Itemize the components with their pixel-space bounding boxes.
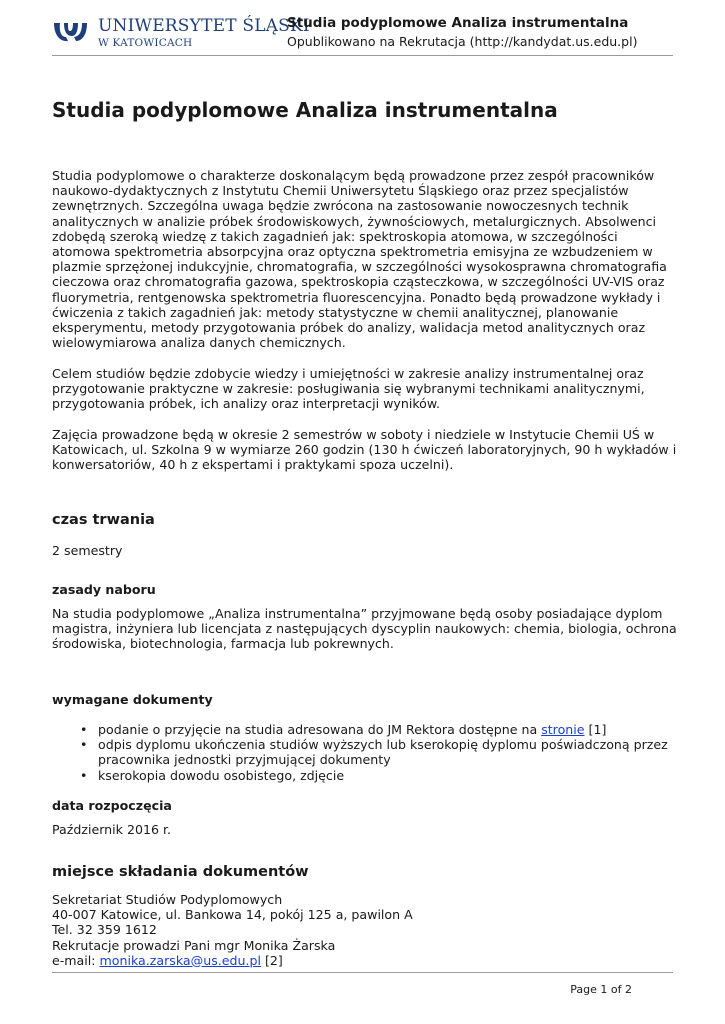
- university-logo: [52, 16, 310, 52]
- start-date-value: Październik 2016 r.: [52, 822, 172, 837]
- schedule-paragraph: Zajęcia prowadzone będą w okresie 2 semestrów w soboty i niedziele w Instytucie Chemii UŚ w Katowicach, ul. Szkolna 9 w wymiarze 260 godzin (130 h ćwiczeń laboratoryjnych, 90 h wykładów i konwersatoriów, 40 h z ekspertami i praktykami spoza uczelni).: [52, 427, 677, 473]
- admission-text: Na studia podyplomowe „Analiza instrumentalna” przyjmowane będą osoby posiadające dyplom magistra, inżyniera lub licencjata z następujących dyscyplin naukowych: chemia, biologia, ochrona środowiska, biotechnologia, farmacja lub pokrewnych.: [52, 606, 677, 652]
- documents-heading: wymagane dokumenty: [52, 692, 213, 707]
- page-title: Studia podyplomowe Analiza instrumentalna: [52, 98, 558, 122]
- email-line: [52, 953, 677, 968]
- goal-paragraph: Celem studiów będzie zdobycie wiedzy i umiejętności w zakresie analizy instrumentalnej oraz przygotowanie praktyczne w zakresie: posługiwania się wybranymi technikami analitycznymi, przygotowania próbek, ich analizy oraz interpretacji wyników.: [52, 366, 645, 412]
- header-title: Studia podyplomowe Analiza instrumentalna: [287, 15, 629, 31]
- documents-list: [80, 722, 670, 783]
- logo-university-name: UNIWERSYTET ŚLĄSKI: [98, 16, 310, 36]
- address-line: Sekretariat Studiów Podyplomowych: [52, 892, 283, 907]
- document-item-text: odpis dyplomu ukończenia studiów wyższych lub kserokopię dyplomu poświadczoną przez pracownika jednostki przyjmującej dokumenty: [98, 737, 668, 768]
- address-line: 40-007 Katowice, ul. Bankowa 14, pokój 125 a, pawilon A: [52, 907, 413, 923]
- page-number: Page 1 of 2: [570, 983, 632, 996]
- university-logo-icon: [52, 19, 88, 45]
- header-divider: [52, 55, 673, 56]
- document-item-text: podanie o przyjęcie na studia adresowana do JM Rektora dostępne na: [98, 722, 542, 737]
- intro-paragraph: Studia podyplomowe o charakterze doskonalącym będą prowadzone przez zespół pracowników naukowo-dydaktycznych z Instytutu Chemii Uniwersytetu Śląskiego oraz przez specjalistów zewnętrznych. Szczególna uwaga będzie zwrócona na zastosowanie nowoczesnych technik analitycznych w analizie próbek środowiskowych, żywnościowych, metalurgicznych. Absolwenci zdobędą szeroką wiedzę z takich zagadnień jak: spektroskopia atomowa, w szczególności atomowa spektrometria absorpcyjna oraz optyczna spektrometria emisyjna ze wzbudzeniem w plazmie sprzężonej indukcyjnie, chromatografia, w szczególności wysokosprawna chromatografia cieczowa oraz chromatografia gazowa, spektroskopia cząsteczkowa, w szczególności UV-VIS oraz fluorymetria, rentgenowska spektrometria fluorescencyjna. Ponadto będą prowadzone wykłady i ćwiczenia z takich zagadnień jak: metody statystyczne w chemii analitycznej, planowanie eksperymentu, metody przygotowania próbek do analizy, walidacja metod analitycznych oraz wielowymiarowa analiza danych chemicznych.: [52, 168, 667, 351]
- bullet: •: [80, 767, 88, 783]
- footer-divider: [52, 972, 673, 973]
- submission-address: [52, 892, 677, 968]
- list-item: [80, 737, 670, 767]
- bullet: •: [80, 737, 88, 753]
- email-link[interactable]: monika.zarska@us.edu.pl: [99, 952, 261, 968]
- application-form-link[interactable]: stronie: [541, 722, 585, 737]
- submission-heading: miejsce składania dokumentów: [52, 864, 309, 880]
- list-item: [80, 722, 670, 737]
- phone-line: Tel. 32 359 1612: [52, 922, 157, 938]
- duration-value: 2 semestry: [52, 543, 123, 558]
- logo-city: W KATOWICACH: [98, 37, 193, 49]
- bullet: •: [80, 722, 88, 737]
- document-item-text: kserokopia dowodu osobistego, zdjęcie: [98, 767, 345, 783]
- reference-marker: [2]: [261, 952, 283, 968]
- list-item: [80, 768, 670, 783]
- contact-person-line: Rekrutacje prowadzi Pani mgr Monika Żarska: [52, 937, 336, 953]
- header-published-source: Opublikowano na Rekrutacja (http://kandydat.us.edu.pl): [287, 34, 638, 49]
- reference-marker: [1]: [584, 722, 607, 737]
- admission-heading: zasady naboru: [52, 582, 156, 597]
- document-header: [52, 14, 673, 56]
- duration-heading: czas trwania: [52, 512, 155, 528]
- email-label: e-mail:: [52, 952, 100, 968]
- start-date-heading: data rozpoczęcia: [52, 798, 172, 813]
